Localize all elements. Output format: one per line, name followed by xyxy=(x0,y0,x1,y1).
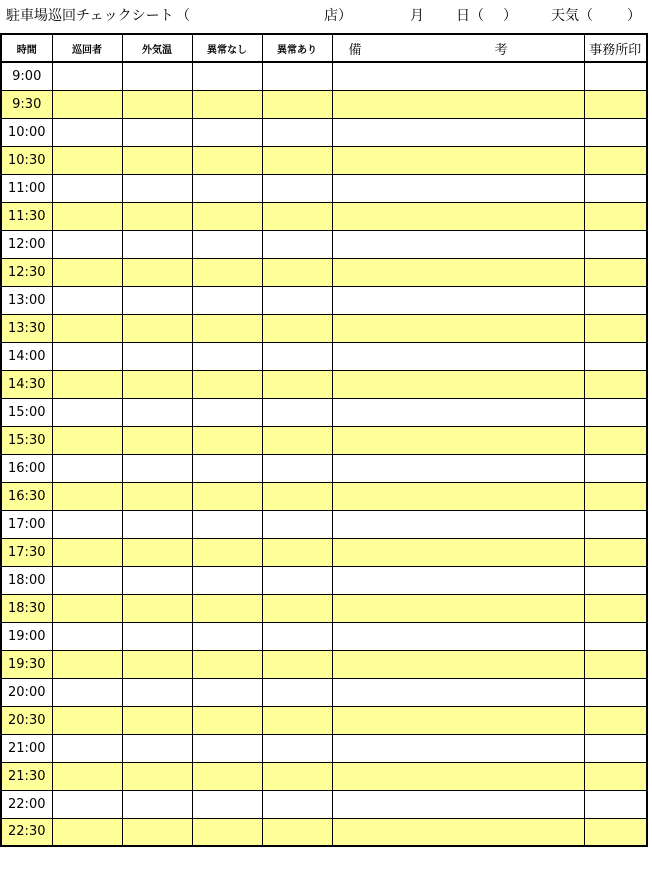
table-row xyxy=(1,790,647,818)
remarks-cell[interactable] xyxy=(332,426,584,454)
patroller-cell[interactable] xyxy=(52,594,122,622)
remarks-cell[interactable] xyxy=(332,62,584,90)
table-row xyxy=(1,678,647,706)
issue-cell[interactable] xyxy=(262,286,332,314)
outside-temp-cell[interactable] xyxy=(122,342,192,370)
issue-cell[interactable] xyxy=(262,90,332,118)
row-time: 9:00 xyxy=(1,62,52,90)
office-stamp-cell[interactable] xyxy=(584,538,647,566)
table-row xyxy=(1,174,647,202)
issue-cell[interactable] xyxy=(262,370,332,398)
patroller-cell[interactable] xyxy=(52,62,122,90)
patroller-cell[interactable] xyxy=(52,118,122,146)
no-issue-cell[interactable] xyxy=(192,678,262,706)
office-stamp-cell[interactable] xyxy=(584,62,647,90)
remarks-cell[interactable] xyxy=(332,258,584,286)
row-time: 9:30 xyxy=(1,90,52,118)
weather-label: 天気（ xyxy=(551,8,593,24)
remarks-cell[interactable] xyxy=(332,622,584,650)
issue-cell[interactable] xyxy=(262,734,332,762)
outside-temp-cell[interactable] xyxy=(122,482,192,510)
row-time: 14:00 xyxy=(1,342,52,370)
outside-temp-cell[interactable] xyxy=(122,790,192,818)
remarks-cell[interactable] xyxy=(332,818,584,846)
table-row xyxy=(1,818,647,846)
table-row xyxy=(1,762,647,790)
no-issue-cell[interactable] xyxy=(192,146,262,174)
table-row xyxy=(1,258,647,286)
row-time: 20:30 xyxy=(1,706,52,734)
office-stamp-cell[interactable] xyxy=(584,174,647,202)
remarks-cell[interactable] xyxy=(332,230,584,258)
table-row xyxy=(1,118,647,146)
table-body xyxy=(1,62,647,846)
outside-temp-cell[interactable] xyxy=(122,566,192,594)
table-row xyxy=(1,734,647,762)
col-patroller: 巡回者 xyxy=(52,34,122,62)
patroller-cell[interactable] xyxy=(52,202,122,230)
outside-temp-cell[interactable] xyxy=(122,314,192,342)
col-issue: 異常あり xyxy=(262,34,332,62)
office-stamp-cell[interactable] xyxy=(584,622,647,650)
no-issue-cell[interactable] xyxy=(192,818,262,846)
no-issue-cell[interactable] xyxy=(192,398,262,426)
outside-temp-cell[interactable] xyxy=(122,538,192,566)
office-stamp-cell[interactable] xyxy=(584,118,647,146)
row-time: 13:00 xyxy=(1,286,52,314)
patroller-cell[interactable] xyxy=(52,90,122,118)
row-time: 22:00 xyxy=(1,790,52,818)
remarks-cell[interactable] xyxy=(332,314,584,342)
outside-temp-cell[interactable] xyxy=(122,426,192,454)
no-issue-cell[interactable] xyxy=(192,258,262,286)
row-time: 13:30 xyxy=(1,314,52,342)
issue-cell[interactable] xyxy=(262,174,332,202)
remarks-cell[interactable] xyxy=(332,342,584,370)
month-label: 月 xyxy=(410,8,424,24)
row-time: 15:30 xyxy=(1,426,52,454)
issue-cell[interactable] xyxy=(262,454,332,482)
table-row xyxy=(1,706,647,734)
patroller-cell[interactable] xyxy=(52,706,122,734)
outside-temp-cell[interactable] xyxy=(122,510,192,538)
table-row xyxy=(1,230,647,258)
remarks-cell[interactable] xyxy=(332,734,584,762)
issue-cell[interactable] xyxy=(262,650,332,678)
no-issue-cell[interactable] xyxy=(192,286,262,314)
office-stamp-cell[interactable] xyxy=(584,818,647,846)
remarks-cell[interactable] xyxy=(332,370,584,398)
office-stamp-cell[interactable] xyxy=(584,342,647,370)
office-stamp-cell[interactable] xyxy=(584,790,647,818)
row-time: 16:30 xyxy=(1,482,52,510)
issue-cell[interactable] xyxy=(262,706,332,734)
row-time: 22:30 xyxy=(1,818,52,846)
table-row xyxy=(1,454,647,482)
patroller-cell[interactable] xyxy=(52,174,122,202)
table-row xyxy=(1,90,647,118)
remarks-cell[interactable] xyxy=(332,90,584,118)
table-row xyxy=(1,146,647,174)
patroller-cell[interactable] xyxy=(52,790,122,818)
remarks-cell[interactable] xyxy=(332,706,584,734)
table-row xyxy=(1,62,647,90)
office-stamp-cell[interactable] xyxy=(584,650,647,678)
col-time: 時間 xyxy=(1,34,52,62)
patroller-cell[interactable] xyxy=(52,230,122,258)
no-issue-cell[interactable] xyxy=(192,342,262,370)
row-time: 19:00 xyxy=(1,622,52,650)
issue-cell[interactable] xyxy=(262,594,332,622)
patroller-cell[interactable] xyxy=(52,818,122,846)
issue-cell[interactable] xyxy=(262,202,332,230)
patroller-cell[interactable] xyxy=(52,398,122,426)
office-stamp-cell[interactable] xyxy=(584,706,647,734)
no-issue-cell[interactable] xyxy=(192,622,262,650)
office-stamp-cell[interactable] xyxy=(584,482,647,510)
issue-cell[interactable] xyxy=(262,118,332,146)
table-row xyxy=(1,426,647,454)
patroller-cell[interactable] xyxy=(52,678,122,706)
outside-temp-cell[interactable] xyxy=(122,734,192,762)
remarks-cell[interactable] xyxy=(332,594,584,622)
remarks-cell[interactable] xyxy=(332,174,584,202)
table-row xyxy=(1,594,647,622)
issue-cell[interactable] xyxy=(262,230,332,258)
no-issue-cell[interactable] xyxy=(192,566,262,594)
remarks-cell[interactable] xyxy=(332,202,584,230)
patroller-cell[interactable] xyxy=(52,762,122,790)
remarks-cell[interactable] xyxy=(332,650,584,678)
table-row xyxy=(1,650,647,678)
issue-cell[interactable] xyxy=(262,146,332,174)
row-time: 20:00 xyxy=(1,678,52,706)
no-issue-cell[interactable] xyxy=(192,482,262,510)
office-stamp-cell[interactable] xyxy=(584,734,647,762)
no-issue-cell[interactable] xyxy=(192,174,262,202)
no-issue-cell[interactable] xyxy=(192,594,262,622)
table-row xyxy=(1,566,647,594)
patroller-cell[interactable] xyxy=(52,566,122,594)
day-label: 日（ xyxy=(456,8,484,24)
issue-cell[interactable] xyxy=(262,62,332,90)
outside-temp-cell[interactable] xyxy=(122,762,192,790)
no-issue-cell[interactable] xyxy=(192,762,262,790)
outside-temp-cell[interactable] xyxy=(122,706,192,734)
issue-cell[interactable] xyxy=(262,762,332,790)
office-stamp-cell[interactable] xyxy=(584,398,647,426)
outside-temp-cell[interactable] xyxy=(122,174,192,202)
issue-cell[interactable] xyxy=(262,790,332,818)
issue-cell[interactable] xyxy=(262,538,332,566)
no-issue-cell[interactable] xyxy=(192,370,262,398)
outside-temp-cell[interactable] xyxy=(122,594,192,622)
remarks-cell[interactable] xyxy=(332,538,584,566)
no-issue-cell[interactable] xyxy=(192,790,262,818)
no-issue-cell[interactable] xyxy=(192,510,262,538)
table-row xyxy=(1,510,647,538)
issue-cell[interactable] xyxy=(262,398,332,426)
office-stamp-cell[interactable] xyxy=(584,230,647,258)
patroller-cell[interactable] xyxy=(52,146,122,174)
patroller-cell[interactable] xyxy=(52,454,122,482)
day-close-paren: ） xyxy=(503,8,517,24)
office-stamp-cell[interactable] xyxy=(584,286,647,314)
outside-temp-cell[interactable] xyxy=(122,258,192,286)
table-row xyxy=(1,286,647,314)
row-time: 15:00 xyxy=(1,398,52,426)
office-stamp-cell[interactable] xyxy=(584,510,647,538)
patroller-cell[interactable] xyxy=(52,622,122,650)
no-issue-cell[interactable] xyxy=(192,426,262,454)
outside-temp-cell[interactable] xyxy=(122,62,192,90)
office-stamp-cell[interactable] xyxy=(584,90,647,118)
issue-cell[interactable] xyxy=(262,678,332,706)
office-stamp-cell[interactable] xyxy=(584,762,647,790)
table-row xyxy=(1,370,647,398)
col-remarks: 備 考 xyxy=(332,34,584,62)
remarks-cell[interactable] xyxy=(332,398,584,426)
col-no-issue: 異常なし xyxy=(192,34,262,62)
outside-temp-cell[interactable] xyxy=(122,622,192,650)
patroller-cell[interactable] xyxy=(52,538,122,566)
issue-cell[interactable] xyxy=(262,426,332,454)
patroller-cell[interactable] xyxy=(52,482,122,510)
office-stamp-cell[interactable] xyxy=(584,566,647,594)
sheet-title: 駐車場巡回チェックシート xyxy=(6,8,174,24)
outside-temp-cell[interactable] xyxy=(122,230,192,258)
remarks-cell[interactable] xyxy=(332,566,584,594)
outside-temp-cell[interactable] xyxy=(122,118,192,146)
patroller-cell[interactable] xyxy=(52,510,122,538)
issue-cell[interactable] xyxy=(262,482,332,510)
issue-cell[interactable] xyxy=(262,566,332,594)
row-time: 18:30 xyxy=(1,594,52,622)
patrol-table xyxy=(0,33,648,847)
table-row xyxy=(1,538,647,566)
outside-temp-cell[interactable] xyxy=(122,202,192,230)
outside-temp-cell[interactable] xyxy=(122,286,192,314)
no-issue-cell[interactable] xyxy=(192,230,262,258)
weather-close-paren: ） xyxy=(627,8,641,24)
outside-temp-cell[interactable] xyxy=(122,818,192,846)
table-row xyxy=(1,398,647,426)
row-time: 21:30 xyxy=(1,762,52,790)
table-row xyxy=(1,202,647,230)
patroller-cell[interactable] xyxy=(52,734,122,762)
outside-temp-cell[interactable] xyxy=(122,650,192,678)
remarks-cell[interactable] xyxy=(332,790,584,818)
no-issue-cell[interactable] xyxy=(192,90,262,118)
row-time: 11:00 xyxy=(1,174,52,202)
no-issue-cell[interactable] xyxy=(192,62,262,90)
office-stamp-cell[interactable] xyxy=(584,678,647,706)
patroller-cell[interactable] xyxy=(52,314,122,342)
row-time: 17:00 xyxy=(1,510,52,538)
row-time: 19:30 xyxy=(1,650,52,678)
patroller-cell[interactable] xyxy=(52,426,122,454)
issue-cell[interactable] xyxy=(262,622,332,650)
no-issue-cell[interactable] xyxy=(192,538,262,566)
outside-temp-cell[interactable] xyxy=(122,370,192,398)
row-time: 10:00 xyxy=(1,118,52,146)
office-stamp-cell[interactable] xyxy=(584,258,647,286)
no-issue-cell[interactable] xyxy=(192,314,262,342)
row-time: 18:00 xyxy=(1,566,52,594)
table-row xyxy=(1,622,647,650)
table-row xyxy=(1,314,647,342)
outside-temp-cell[interactable] xyxy=(122,678,192,706)
outside-temp-cell[interactable] xyxy=(122,454,192,482)
table-row xyxy=(1,342,647,370)
store-open-paren: （ xyxy=(176,8,190,24)
row-time: 21:00 xyxy=(1,734,52,762)
patroller-cell[interactable] xyxy=(52,650,122,678)
issue-cell[interactable] xyxy=(262,342,332,370)
issue-cell[interactable] xyxy=(262,314,332,342)
outside-temp-cell[interactable] xyxy=(122,398,192,426)
no-issue-cell[interactable] xyxy=(192,454,262,482)
row-time: 12:30 xyxy=(1,258,52,286)
remarks-cell[interactable] xyxy=(332,286,584,314)
office-stamp-cell[interactable] xyxy=(584,146,647,174)
row-time: 10:30 xyxy=(1,146,52,174)
header-row xyxy=(1,34,647,62)
patroller-cell[interactable] xyxy=(52,370,122,398)
remarks-cell[interactable] xyxy=(332,118,584,146)
patroller-cell[interactable] xyxy=(52,258,122,286)
remarks-cell[interactable] xyxy=(332,678,584,706)
store-label: 店） xyxy=(324,8,352,24)
office-stamp-cell[interactable] xyxy=(584,426,647,454)
row-time: 12:00 xyxy=(1,230,52,258)
row-time: 14:30 xyxy=(1,370,52,398)
patroller-cell[interactable] xyxy=(52,286,122,314)
remarks-cell[interactable] xyxy=(332,510,584,538)
no-issue-cell[interactable] xyxy=(192,650,262,678)
no-issue-cell[interactable] xyxy=(192,202,262,230)
outside-temp-cell[interactable] xyxy=(122,146,192,174)
row-time: 17:30 xyxy=(1,538,52,566)
remarks-cell[interactable] xyxy=(332,762,584,790)
patroller-cell[interactable] xyxy=(52,342,122,370)
office-stamp-cell[interactable] xyxy=(584,202,647,230)
issue-cell[interactable] xyxy=(262,510,332,538)
row-time: 11:30 xyxy=(1,202,52,230)
table-row xyxy=(1,482,647,510)
no-issue-cell[interactable] xyxy=(192,118,262,146)
no-issue-cell[interactable] xyxy=(192,734,262,762)
office-stamp-cell[interactable] xyxy=(584,370,647,398)
row-time: 16:00 xyxy=(1,454,52,482)
remarks-cell[interactable] xyxy=(332,146,584,174)
outside-temp-cell[interactable] xyxy=(122,90,192,118)
issue-cell[interactable] xyxy=(262,258,332,286)
col-outside-temp: 外気温 xyxy=(122,34,192,62)
remarks-cell[interactable] xyxy=(332,454,584,482)
office-stamp-cell[interactable] xyxy=(584,594,647,622)
no-issue-cell[interactable] xyxy=(192,706,262,734)
col-office-stamp: 事務所印 xyxy=(584,34,647,62)
office-stamp-cell[interactable] xyxy=(584,314,647,342)
sheet-header xyxy=(0,0,652,33)
issue-cell[interactable] xyxy=(262,818,332,846)
remarks-cell[interactable] xyxy=(332,482,584,510)
office-stamp-cell[interactable] xyxy=(584,454,647,482)
